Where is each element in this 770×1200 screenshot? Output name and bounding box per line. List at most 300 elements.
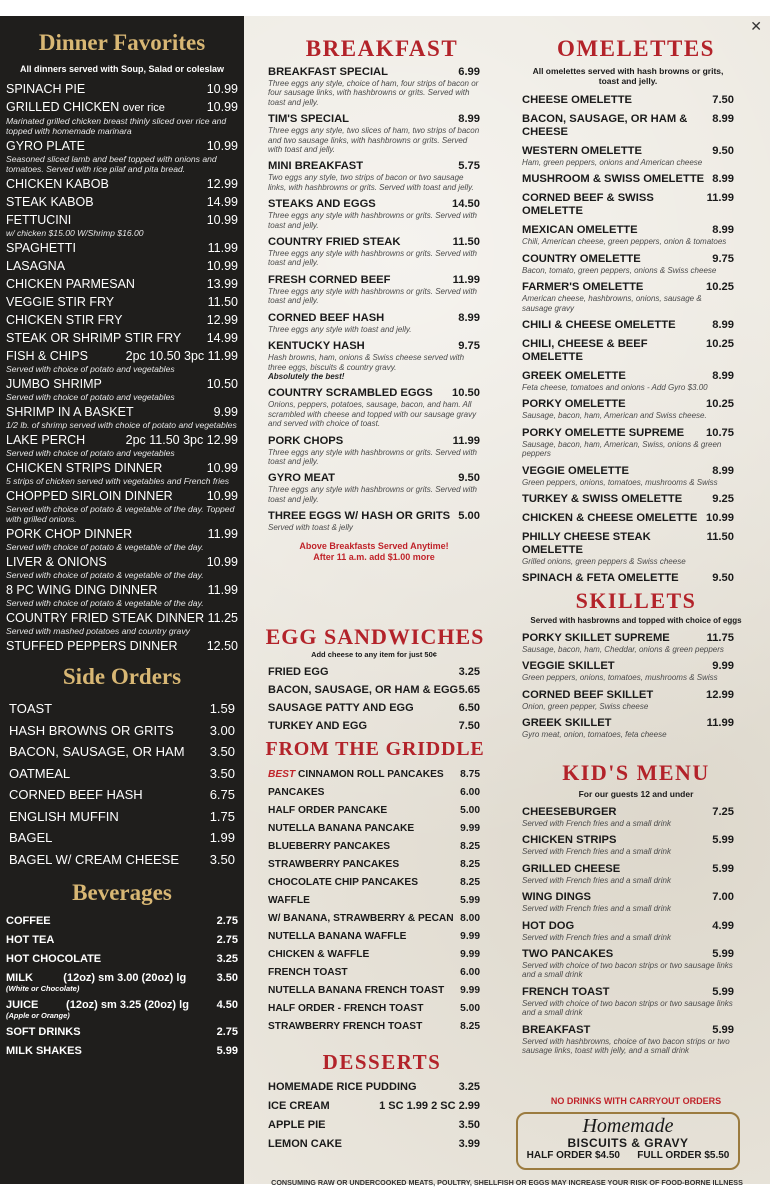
dinner-favorites-title: Dinner Favorites: [38, 30, 206, 55]
dinner-item-row: [6, 433, 238, 448]
griddle-item-label: [268, 820, 414, 838]
kids-item-row: [522, 891, 734, 904]
omelettes-list: [522, 94, 734, 591]
griddle-item-label: [268, 874, 418, 892]
beverage-row: [6, 1025, 238, 1039]
egg-sandwich-item: [268, 717, 480, 735]
dinner-item-row: [6, 489, 238, 504]
dinner-item-price: 10.99: [206, 139, 238, 153]
dinner-item-name: STEAK KABOB: [6, 195, 94, 209]
griddle-item-name: WAFFLE: [268, 895, 310, 906]
kids-item-desc: Served with French fries and a small drink: [522, 875, 671, 885]
griddle-item: [268, 892, 480, 910]
side-order-price: 3.50: [209, 765, 235, 781]
beverage-sizes: (12oz) sm 3.25 (20oz) lg: [66, 999, 189, 1011]
breakfast-item-name: GYRO MEAT: [268, 472, 335, 485]
breakfast-item-price: 6.99: [458, 66, 480, 78]
breakfast-item-row: [268, 160, 480, 173]
griddle-item-label: [268, 946, 369, 964]
dinner-item-row: [6, 527, 238, 542]
dessert-price: 1 SC 1.99 2 SC 2.99: [379, 1100, 480, 1112]
dinner-item-desc: Served with choice of potato & vegetable of the day.: [6, 542, 204, 552]
griddle-item-name: NUTELLA BANANA PANCAKE: [268, 823, 415, 834]
dinner-item: [6, 295, 238, 310]
dinner-item-desc: Served with choice of potato and vegetables: [6, 448, 175, 458]
breakfast-list: [268, 66, 480, 563]
beverage-item: [6, 933, 238, 947]
breakfast-item-name: FRESH CORNED BEEF: [268, 273, 391, 286]
dinner-item-desc: Served with mashed potatoes and country gravy: [6, 626, 190, 636]
side-order-item: [6, 698, 238, 720]
dinner-item-price: 12.99: [206, 313, 238, 327]
beverage-name: COFFEE: [6, 915, 51, 927]
griddle-item: [268, 964, 480, 982]
omelette-item-price: 10.25: [706, 398, 734, 411]
dessert-price: 3.99: [458, 1138, 480, 1150]
griddle-item: [268, 982, 480, 1000]
dinner-item-price: 14.99: [206, 195, 238, 209]
dinner-item-price: 10.99: [206, 82, 238, 96]
griddle-item-label: [268, 910, 454, 928]
breakfast-item-row: [268, 198, 480, 211]
omelette-item-desc: Sausage, bacon, ham, American, Swiss, onions & green peppers: [522, 439, 722, 459]
dinner-item: [6, 377, 238, 402]
skillet-item-desc: Green peppers, onions, tomatoes, mushrooms & Swiss: [522, 673, 718, 683]
griddle-item-label: [268, 766, 444, 784]
kids-item: [522, 948, 734, 980]
side-order-name: BACON, SAUSAGE, OR HAM: [9, 744, 185, 759]
beverage-item: [6, 952, 238, 966]
dessert-item: [268, 1097, 480, 1116]
breakfast-item: [268, 198, 480, 230]
dinner-item: [6, 241, 238, 256]
beverage-item: [6, 914, 238, 928]
desserts-list: [268, 1078, 480, 1154]
dinner-item: [6, 100, 238, 136]
omelette-item-price: 10.25: [706, 281, 734, 294]
kids-item-name: FRENCH TOAST: [522, 985, 610, 998]
omelette-item: [522, 192, 734, 218]
breakfast-item-desc: Three eggs any style with hashbrowns or grits. Served with toast and jelly.: [268, 249, 477, 268]
best-label: BEST: [268, 769, 296, 780]
griddle-item-name: CHICKEN & WAFFLE: [268, 949, 370, 960]
kids-menu-note: For our guests 12 and under: [578, 789, 694, 799]
breakfast-item-desc: Three eggs any style with hashbrowns or grits. Served with toast and jelly.: [268, 447, 477, 466]
skillet-item: [522, 632, 734, 654]
dinner-item-name: STUFFED PEPPERS DINNER: [6, 639, 178, 653]
dinner-item-name: CHICKEN PARMESAN: [6, 277, 135, 291]
breakfast-item-name: CORNED BEEF HASH: [268, 311, 385, 324]
dinner-panel: [0, 16, 244, 1184]
side-order-item: [6, 827, 238, 849]
omelette-item: [522, 224, 734, 246]
skillet-item-row: [522, 717, 734, 730]
kids-item-name: TWO PANCAKES: [522, 948, 614, 961]
dinner-item-name: VEGGIE STIR FRY: [6, 295, 115, 309]
skillet-item: [522, 717, 734, 739]
side-order-price: 3.00: [209, 722, 235, 738]
skillet-item-row: [522, 660, 734, 673]
breakfast-item-price: 9.50: [458, 472, 480, 485]
beverage-name: HOT TEA: [6, 934, 55, 946]
breakfast-item: [268, 312, 480, 334]
breakfast-item-desc: Three eggs any style with hashbrowns or grits. Served with toast and jelly.: [268, 485, 477, 504]
breakfast-item-price: 8.99: [458, 311, 480, 324]
side-order-name: ENGLISH MUFFIN: [9, 808, 119, 824]
omelette-item-desc: American cheese, hashbrowns, onions, sausage & sausage gravy: [522, 294, 702, 313]
kids-menu-list: [522, 806, 734, 1061]
skillet-item-row: [522, 689, 734, 702]
breakfast-item-name: STEAKS AND EGGS: [268, 198, 376, 211]
kentucky-note: Absolutely the best!: [268, 371, 345, 381]
omelette-item-row: [522, 465, 734, 478]
breakfast-item-desc: Two eggs any style, two strips of bacon or two sausage links, with hashbrowns or grits. Served with toast and jelly.: [268, 173, 474, 192]
beverage-item: [6, 998, 238, 1020]
dinner-item: [6, 639, 238, 654]
griddle-item-price: 8.25: [460, 1021, 480, 1032]
dinner-item-row: [6, 295, 238, 310]
omelette-item-desc: Grilled onions, green peppers & Swiss cheese: [522, 557, 686, 567]
griddle-item-price: 5.00: [460, 1003, 480, 1014]
beverage-price: 2.75: [216, 1026, 238, 1038]
kids-item-price: 5.99: [712, 1023, 734, 1036]
griddle-item-name: HALF ORDER PANCAKE: [268, 805, 388, 816]
griddle-item: [268, 784, 480, 802]
griddle-item: [268, 856, 480, 874]
omelette-item-name: MEXICAN OMELETTE: [522, 224, 638, 237]
breakfast-item-price: 11.99: [452, 434, 480, 447]
dinner-item: [6, 195, 238, 210]
dinner-item: [6, 139, 238, 174]
griddle-item-price: 6.00: [460, 787, 480, 798]
dessert-name: ICE CREAM: [268, 1100, 330, 1112]
dinner-item-price: 10.99: [206, 555, 238, 569]
skillet-item-price: 11.75: [706, 632, 734, 644]
beverage-name: HOT CHOCOLATE: [6, 953, 102, 965]
dinner-item-price: 14.99: [206, 331, 238, 345]
griddle-item-price: 9.99: [460, 823, 480, 834]
kids-item-desc: Served with French fries and a small drink: [522, 847, 671, 857]
omelette-item-price: 8.99: [712, 319, 734, 332]
side-order-item: [6, 849, 238, 871]
griddle-item-price: 8.75: [460, 769, 480, 780]
side-order-item: [6, 784, 238, 806]
breakfast-item-price: 11.99: [452, 273, 480, 286]
side-order-price: 1.99: [209, 830, 235, 845]
dinner-item-price: 10.99: [206, 489, 238, 503]
skillets-note: Served with hasbrowns and topped with choice of eggs: [530, 616, 742, 625]
dinner-item-price: 12.50: [206, 639, 238, 653]
side-order-item: [6, 806, 238, 828]
dinner-item-name: SHRIMP IN A BASKET: [6, 405, 134, 419]
menu-paper: [244, 16, 770, 1187]
side-order-price: 3.50: [209, 851, 235, 867]
dinner-item-row: [6, 639, 238, 654]
food-warning-footer: CONSUMING RAW OR UNDERCOOKED MEATS, POULTRY, SHELLFISH OR EGGS MAY INCREASE YOUR RISK OF FOOD-BORNE ILLNESS: [271, 1178, 743, 1187]
omelette-item-row: [522, 224, 734, 237]
breakfast-item-row: [268, 510, 480, 523]
omelette-item-row: [522, 493, 734, 506]
kids-item-row: [522, 986, 734, 999]
griddle-item-name: PANCAKES: [268, 787, 325, 798]
omelettes-title: OMELETTES: [557, 36, 715, 61]
beverage-price: 4.50: [216, 999, 238, 1011]
skillet-item-name: VEGGIE SKILLET: [522, 660, 615, 673]
dinner-item-price: 10.50: [206, 377, 238, 391]
griddle-item: [268, 910, 480, 928]
griddle-item: [268, 802, 480, 820]
kids-item: [522, 834, 734, 856]
kids-item-row: [522, 948, 734, 961]
beverage-row: [6, 914, 238, 928]
dinner-item-price: 12.99: [206, 177, 238, 191]
omelette-item-desc: Bacon, tomato, green peppers, onions & Swiss cheese: [522, 265, 717, 275]
omelette-item: [522, 319, 734, 332]
dinner-item-row: [6, 213, 238, 228]
griddle-item-label: [268, 928, 406, 946]
side-orders-title: Side Orders: [62, 664, 182, 689]
omelettes-note: All omelettes served with hash browns or grits, toast and jelly.: [532, 66, 724, 86]
griddle-item-name: HALF ORDER - FRENCH TOAST: [268, 1003, 424, 1014]
breakfast-item-row: [268, 66, 480, 79]
skillet-item: [522, 660, 734, 682]
biscuits-gravy-title: BISCUITS & GRAVY: [567, 1136, 689, 1150]
dinner-item-price: 10.99: [206, 461, 238, 475]
dinner-item-row: [6, 349, 238, 364]
griddle-item-name: FRENCH TOAST: [268, 967, 348, 978]
dinner-item-price: 13.99: [206, 277, 238, 291]
egg-sandwich-name: FRIED EGG: [268, 666, 329, 678]
omelette-item-desc: Feta cheese, tomatoes and onions - Add Gyro $3.00: [522, 383, 708, 393]
egg-sandwich-price: 5.65: [458, 684, 480, 696]
side-order-name: BAGEL W/ CREAM CHEESE: [9, 851, 179, 867]
skillet-item-name: GREEK SKILLET: [522, 717, 612, 730]
dinner-item: [6, 331, 238, 346]
omelette-item-price: 11.99: [706, 192, 734, 205]
dinner-item-name: STEAK OR SHRIMP STIR FRY: [6, 331, 182, 345]
kids-item-price: 7.00: [712, 891, 734, 904]
omelette-item: [522, 512, 734, 525]
skillet-item-name: CORNED BEEF SKILLET: [522, 688, 654, 701]
kids-item-name: CHEESEBURGER: [522, 806, 617, 818]
dinner-item-price: 10.99: [206, 100, 238, 114]
egg-sandwich-price: 7.50: [458, 720, 480, 732]
omelette-item-name: CORNED BEEF & SWISS OMELETTE: [522, 192, 654, 218]
omelette-item-price: 7.50: [712, 94, 734, 106]
skillet-item-price: 9.99: [712, 660, 734, 673]
dessert-price: 3.50: [458, 1119, 480, 1131]
beverage-item: [6, 971, 238, 993]
dinner-item-desc: Marinated grilled chicken breast thinly sliced over rice and topped with homemade marinara: [6, 116, 227, 136]
griddle-item-price: 8.25: [460, 859, 480, 870]
dinner-item-row: [6, 195, 238, 210]
breakfast-item-name: BREAKFAST SPECIAL: [268, 66, 388, 78]
griddle-item: [268, 1018, 480, 1036]
dinner-item-name: CHICKEN STRIPS DINNER: [6, 461, 163, 475]
breakfast-item-row: [268, 435, 480, 448]
griddle-item: [268, 946, 480, 964]
griddle-item: [268, 1000, 480, 1018]
dessert-name: APPLE PIE: [268, 1119, 326, 1131]
omelette-item-price: 9.25: [712, 493, 734, 506]
breakfast-item: [268, 387, 480, 428]
omelette-item-desc: Green peppers, onions, tomatoes, mushrooms & Swiss: [522, 477, 718, 487]
close-icon[interactable]: ✕: [750, 18, 762, 34]
omelette-item-row: [522, 173, 734, 186]
breakfast-item: [268, 435, 480, 467]
dinner-item-row: [6, 277, 238, 292]
dinner-item-name: SPAGHETTI: [6, 241, 76, 255]
kids-item-row: [522, 806, 734, 819]
omelette-item: [522, 427, 734, 459]
breakfast-item: [268, 160, 480, 192]
dinner-item-name: GRILLED CHICKEN over rice: [6, 100, 165, 114]
breakfast-item-row: [268, 113, 480, 126]
griddle-item-price: 8.25: [460, 841, 480, 852]
kids-item-row: [522, 920, 734, 933]
breakfast-item: [268, 340, 480, 381]
dinner-item: [6, 259, 238, 274]
breakfast-item-name: COUNTRY FRIED STEAK: [268, 236, 401, 249]
omelette-item-name: PORKY OMELETTE: [522, 398, 626, 411]
kids-item-row: [522, 863, 734, 876]
side-order-price: 1.75: [209, 808, 235, 824]
dinner-item-row: [6, 377, 238, 392]
breakfast-item-desc: Three eggs any style with toast and jelly.: [268, 324, 412, 334]
breakfast-item: [268, 236, 480, 268]
omelette-item-price: 8.99: [712, 113, 734, 125]
griddle-item: [268, 928, 480, 946]
omelette-item-price: 10.25: [706, 338, 734, 351]
side-order-name: HASH BROWNS OR GRITS: [9, 722, 174, 738]
griddle-item-price: 5.99: [460, 895, 480, 906]
kids-item-desc: Served with choice of two bacon strips or two sausage links and a small drink: [522, 961, 733, 980]
breakfast-item: [268, 472, 480, 504]
omelette-item: [522, 398, 734, 420]
kids-item-price: 4.99: [712, 919, 734, 932]
dinner-item-price: 2pc 11.50 3pc 12.99: [125, 433, 238, 447]
side-order-name: TOAST: [9, 701, 53, 716]
egg-sandwich-name: SAUSAGE PATTY AND EGG: [268, 702, 414, 714]
dinner-item-price: 11.25: [207, 611, 238, 625]
griddle-item-label: [268, 1000, 423, 1018]
griddle-item-name: CHOCOLATE CHIP PANCAKES: [268, 877, 418, 888]
breakfast-title: BREAKFAST: [305, 36, 459, 61]
omelette-item-name: PORKY OMELETTE SUPREME: [522, 426, 685, 439]
griddle-item-label: [268, 1018, 422, 1036]
dinner-item-name: CHICKEN STIR FRY: [6, 313, 123, 327]
griddle-item-name: NUTELLA BANANA WAFFLE: [268, 931, 407, 942]
kids-item-name: HOT DOG: [522, 919, 575, 932]
dinner-item-row: [6, 82, 238, 97]
omelette-item-price: 8.99: [712, 464, 734, 477]
side-order-name: OATMEAL: [9, 765, 71, 781]
egg-sandwich-item: [268, 663, 480, 681]
desserts-title: DESSERTS: [322, 1050, 442, 1074]
dinner-item-desc: Served with choice of potato & vegetable of the day. Topped with grilled onions.: [6, 504, 235, 524]
dinner-item: [6, 433, 238, 458]
griddle-item-name: W/ BANANA, STRAWBERRY & PECAN: [268, 913, 454, 924]
kids-item-price: 7.25: [712, 806, 734, 818]
omelette-item-row: [522, 531, 734, 557]
egg-sandwich-price: 6.50: [458, 702, 480, 714]
kids-item: [522, 920, 734, 942]
omelette-item: [522, 338, 734, 364]
omelette-item-name: VEGGIE OMELETTE: [522, 464, 629, 477]
biscuits-gravy-box: [516, 1112, 740, 1170]
dinner-item: [6, 555, 238, 580]
dinner-item-desc: Seasoned sliced lamb and beef topped with onions and tomatoes. Served with rice pilaf and pita bread.: [6, 154, 217, 174]
dinner-item-price: 11.50: [207, 295, 238, 309]
skillet-item-desc: Sausage, bacon, ham, Cheddar, onions & green peppers: [522, 645, 724, 654]
skillet-item-row: [522, 632, 734, 645]
breakfast-item-row: [268, 472, 480, 485]
dinner-item-name: GYRO PLATE: [6, 139, 85, 153]
griddle-item-label: [268, 802, 387, 820]
breakfast-item-price: 5.00: [458, 510, 480, 523]
beverages-title: Beverages: [72, 880, 172, 905]
omelette-item-price: 8.99: [712, 370, 734, 383]
omelette-item: [522, 370, 734, 392]
dinner-item-row: [6, 259, 238, 274]
breakfast-item-price: 8.99: [458, 113, 480, 126]
after-11-note: After 11 a.m. add $1.00 more: [313, 551, 435, 562]
griddle-title: FROM THE GRIDDLE: [265, 738, 485, 760]
dinner-item-name: LIVER & ONIONS: [6, 555, 107, 569]
breakfast-item: [268, 274, 480, 306]
omelette-item: [522, 572, 734, 585]
omelette-item-row: [522, 192, 734, 218]
griddle-item: [268, 766, 480, 784]
dinner-item-row: [6, 139, 238, 154]
kids-item: [522, 806, 734, 828]
beverage-sub: (Apple or Orange): [6, 1011, 70, 1020]
dinner-item-price: 11.99: [207, 527, 238, 541]
omelette-item-row: [522, 145, 734, 158]
griddle-item-price: 9.99: [460, 949, 480, 960]
dinner-item-name: CHICKEN KABOB: [6, 177, 109, 191]
omelette-item-name: SPINACH & FETA OMELETTE: [522, 572, 679, 585]
beverage-price: 3.25: [216, 953, 238, 965]
breakfast-item-row: [268, 312, 480, 325]
beverages-list: [6, 914, 238, 1058]
kids-item-price: 5.99: [712, 862, 734, 875]
dinner-item-name: CHOPPED SIRLOIN DINNER: [6, 489, 173, 503]
omelette-item: [522, 493, 734, 506]
omelette-item-row: [522, 370, 734, 383]
beverage-name: JUICE: [6, 999, 39, 1011]
breakfast-item-price: 9.75: [458, 340, 480, 353]
dinner-item-row: [6, 461, 238, 476]
omelette-item-name: TURKEY & SWISS OMELETTE: [522, 493, 683, 506]
beverage-price: 2.75: [216, 915, 238, 927]
dinner-item: [6, 405, 238, 430]
griddle-item-name: STRAWBERRY PANCAKES: [268, 859, 400, 870]
omelette-item-price: 10.75: [706, 426, 734, 439]
omelette-item-price: 9.50: [712, 145, 734, 157]
griddle-item-name: STRAWBERRY FRENCH TOAST: [268, 1021, 423, 1032]
kids-item-name: BREAKFAST: [522, 1023, 591, 1036]
omelette-item: [522, 94, 734, 107]
kids-item: [522, 891, 734, 913]
omelette-item: [522, 465, 734, 487]
side-order-name: CORNED BEEF HASH: [9, 787, 143, 802]
dinner-item-sub: over rice: [122, 102, 165, 114]
griddle-item-name: CINNAMON ROLL PANCAKES: [298, 769, 444, 780]
kids-item-desc: Served with choice of two bacon strips or two sausage links and a small drink: [522, 998, 733, 1018]
side-order-price: 1.59: [209, 701, 235, 716]
dinner-item-price: 10.99: [206, 259, 238, 273]
